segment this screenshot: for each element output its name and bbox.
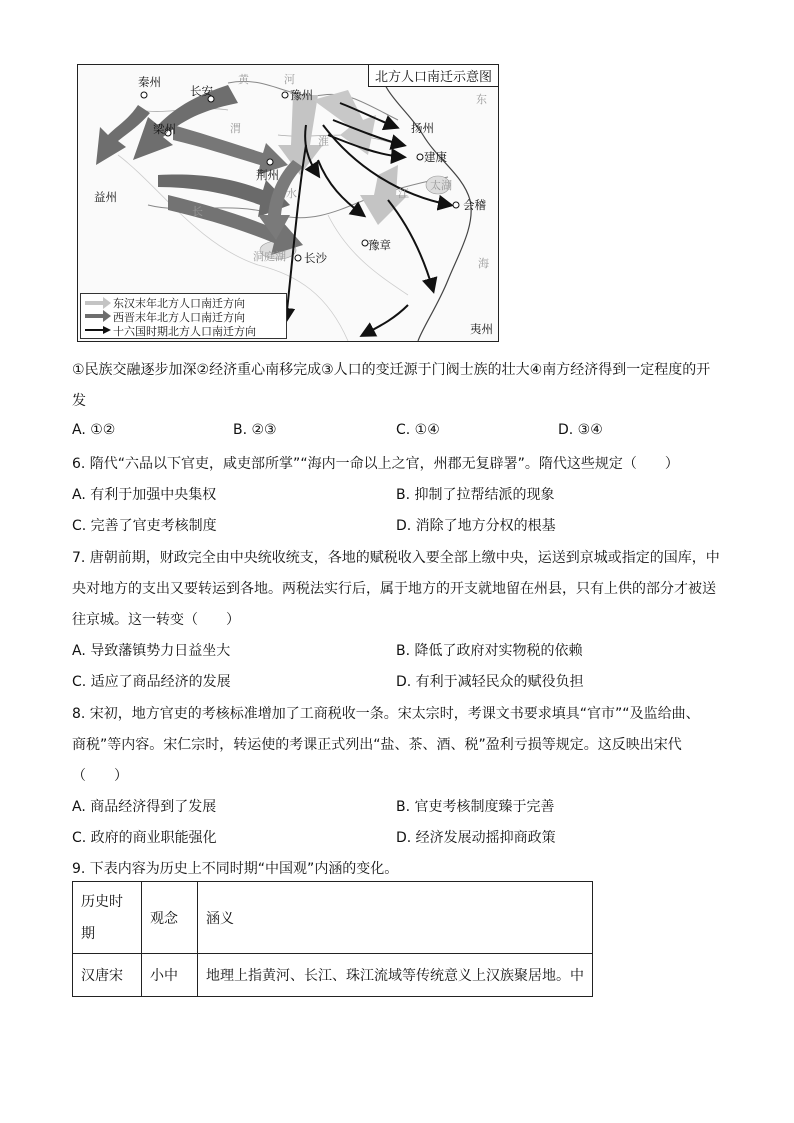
q8-option-b[interactable]: B. 官吏考核制度臻于完善 (396, 799, 555, 815)
q5-option-a[interactable]: A. ①② (72, 422, 116, 438)
legend-eastern-han: 东汉末年北方人口南迁方向 (113, 297, 245, 310)
label-kuaiji: 会稽 (463, 198, 486, 212)
label-liangzhou: 梁州 (153, 122, 176, 136)
q8-option-a[interactable]: A. 商品经济得到了发展 (72, 799, 217, 815)
q8-stem-line2: 商税”等内容。宋仁宗时，转运使的考课正式列出“盐、茶、酒、税”盈利亏损等规定。这反映出宋代 (72, 737, 682, 753)
q7-stem-line1: 7. 唐朝前期，财政完全由中央统收统支，各地的赋税收入要全部上缴中央，运送到京城或指定的国库，中 (72, 550, 720, 566)
city-dot-qinzhou (141, 92, 147, 98)
legend-western-jin: 西晋末年北方人口南迁方向 (113, 311, 245, 324)
concept-table (72, 881, 593, 997)
label-yuzhang: 豫章 (368, 238, 391, 252)
label-yuzhou: 豫州 (290, 88, 313, 102)
label-changan: 长安 (190, 84, 213, 98)
q6-option-b[interactable]: B. 抑制了拉帮结派的现象 (396, 487, 555, 503)
table-row (73, 954, 593, 997)
city-dot-jiankang (417, 154, 423, 160)
sk-arrow-8 (388, 200, 433, 290)
table-header-row (73, 882, 593, 954)
header-period-line1: 历史时 (81, 893, 123, 910)
q6-option-a[interactable]: A. 有利于加强中央集权 (72, 487, 217, 503)
q8-option-d[interactable]: D. 经济发展动摇抑商政策 (396, 830, 556, 846)
map-legend (80, 293, 287, 339)
sk-arrow-5 (318, 160, 363, 215)
water-he: 河 (284, 73, 295, 86)
city-dot-changsha (295, 255, 301, 261)
south-migration-map (77, 64, 499, 342)
label-jingzhou: 荆州 (256, 168, 279, 182)
q7-stem-line2: 央对地方的支出又要转运到各地。两税法实行后，属于地方的开支就地留在州县，只有上供的部分才被送 (72, 581, 716, 597)
province-border-2 (328, 215, 408, 295)
q8-stem-line3: （ ） (72, 768, 128, 784)
map-title: 北方人口南迁示意图 (368, 65, 498, 87)
q7-option-c[interactable]: C. 适应了商品经济的发展 (72, 674, 231, 690)
cell-meaning: 地理上指黄河、长江、珠江流域等传统意义上汉族聚居地。中 (198, 954, 593, 997)
water-huai: 淮 (318, 135, 329, 148)
label-yizhou: 益州 (94, 190, 117, 204)
city-dot-kuaiji (453, 202, 459, 208)
label-jiankang: 建康 (424, 150, 447, 164)
header-period (73, 882, 142, 954)
cell-period: 汉唐宋 (73, 954, 142, 997)
label-qinzhou: 秦州 (138, 75, 161, 89)
water-shui: 水 (286, 187, 297, 200)
water-huang: 黄 (238, 73, 249, 86)
water-chang: 长 (192, 205, 203, 218)
label-yangzhou: 扬州 (411, 121, 434, 135)
q5-statements-line1: ①民族交融逐步加深②经济重心南移完成③人口的变迁源于门阀士族的壮大④南方经济得到一定程度的开 (72, 362, 711, 378)
header-meaning: 涵义 (198, 882, 593, 954)
legend-swatch-eastern-han (85, 297, 111, 309)
city-dot-jingzhou (267, 159, 273, 165)
q5-statements-line2: 发 (72, 393, 86, 409)
cell-concept: 小中 (142, 954, 198, 997)
sk-arrow-9 (363, 305, 408, 335)
q5-option-b[interactable]: B. ②③ (233, 422, 277, 438)
water-dong: 东 (476, 93, 487, 106)
header-period-line2: 期 (81, 925, 95, 942)
legend-swatches (83, 294, 113, 338)
label-yizhou-taiwan: 夷州 (470, 322, 493, 336)
q9-stem: 9. 下表内容为历史上不同时期“中国观”内涵的变化。 (72, 861, 399, 877)
legend-swatch-western-jin (85, 310, 111, 322)
water-wei: 渭 (230, 122, 241, 135)
label-changsha: 长沙 (304, 251, 327, 265)
legend-sixteen-kingdoms: 十六国时期北方人口南迁方向 (113, 325, 256, 338)
water-jiang: 江 (398, 187, 409, 200)
q8-option-c[interactable]: C. 政府的商业职能强化 (72, 830, 217, 846)
city-dot-yuzhou (282, 92, 288, 98)
q6-stem: 6. 隋代“六品以下官吏，咸吏部所掌”“海内一命以上之官，州郡无复辟署”。隋代这些规定（ ） (72, 456, 679, 472)
q7-stem-line3: 往京城。这一转变（ ） (72, 612, 240, 628)
q7-option-a[interactable]: A. 导致藩镇势力日益坐大 (72, 643, 231, 659)
q5-option-d[interactable]: D. ③④ (558, 422, 603, 438)
water-hai: 海 (478, 257, 489, 270)
header-concept: 观念 (142, 882, 198, 954)
water-dongting: 洞庭湖 (253, 250, 286, 263)
q6-option-c[interactable]: C. 完善了官吏考核制度 (72, 518, 217, 534)
q6-option-d[interactable]: D. 消除了地方分权的根基 (396, 518, 556, 534)
q5-option-c[interactable]: C. ①④ (396, 422, 440, 438)
water-taihu: 太湖 (430, 179, 452, 192)
q7-option-b[interactable]: B. 降低了政府对实物税的依赖 (396, 643, 583, 659)
q8-stem-line1: 8. 宋初，地方官吏的考核标准增加了工商税收一条。宋太宗时，考课文书要求填具“官市”“及监给曲、 (72, 706, 700, 722)
q7-option-d[interactable]: D. 有利于减轻民众的赋役负担 (396, 674, 584, 690)
